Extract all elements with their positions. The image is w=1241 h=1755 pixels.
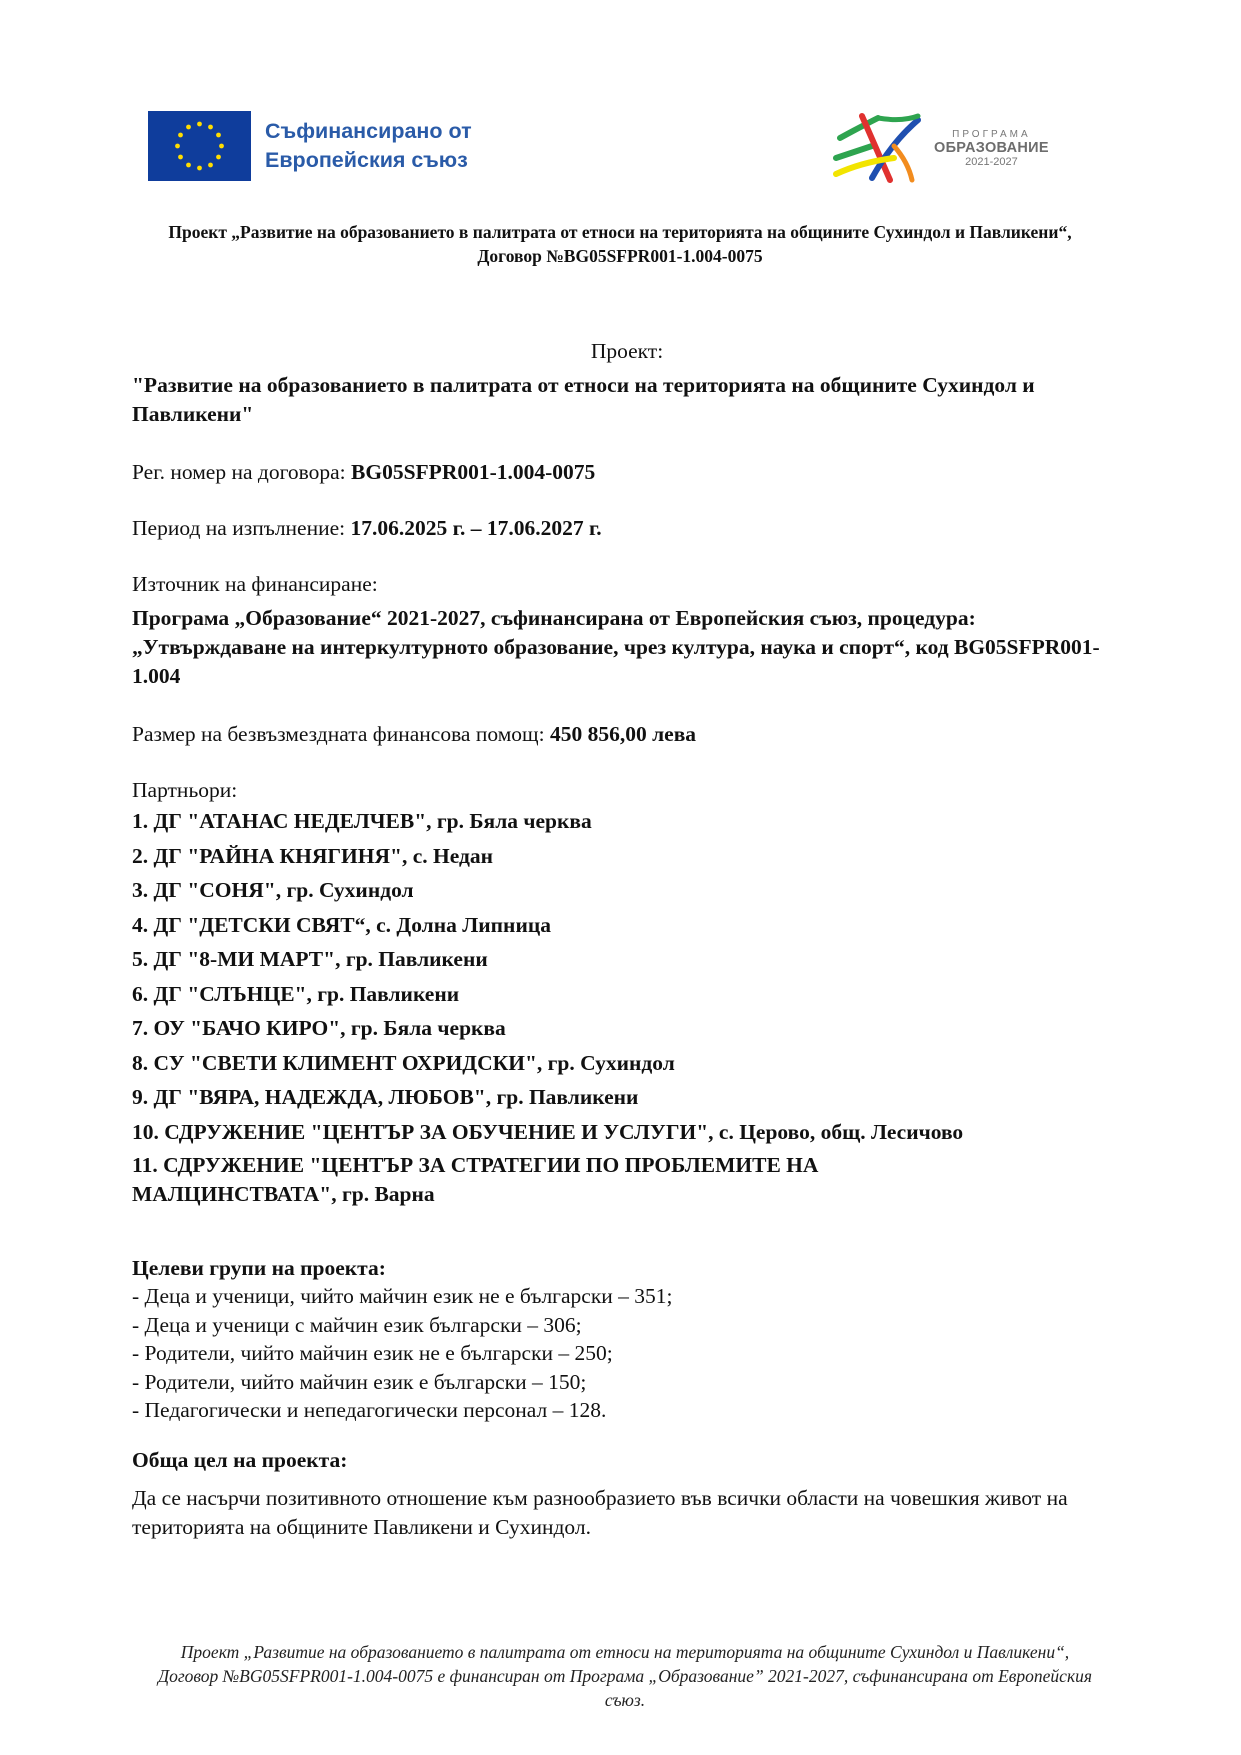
contract-number [132, 458, 1122, 487]
list-item: 4. ДГ "ДЕТСКИ СВЯТ“, с. Долна Липница [132, 912, 551, 937]
list-item: 3. ДГ "СОНЯ", гр. Сухиндол [132, 878, 414, 902]
list-item: 11. СДРУЖЕНИЕ "ЦЕНТЪР ЗА СТРАТЕГИИ ПО ПРОБЛЕМИТЕ НА МАЛЦИНСТВАТА", гр. Варна [132, 1153, 819, 1206]
partners-label: Партньори: [132, 778, 238, 802]
program-logo-small: ПРОГРАМА [952, 128, 1031, 140]
list-item: - Деца и ученици, чийто майчин език не е български – 351; [132, 1284, 673, 1308]
list-item: - Родители, чийто майчин език не е български – 250; [132, 1341, 613, 1365]
grant-amount-label: Размер на безвъзмездната финансова помощ: [132, 722, 550, 746]
grant-amount [132, 720, 1122, 749]
eu-logo-line1: Съфинансирано от [265, 119, 472, 143]
contract-number-label: Рег. номер на договора: [132, 460, 352, 484]
program-education-logo [832, 112, 1049, 184]
target-groups-label: Целеви групи на проекта: [132, 1256, 386, 1280]
execution-period-value: 17.06.2025 г. – 17.06.2027 г. [350, 516, 602, 540]
target-groups-list [132, 1282, 1122, 1425]
funding-source-value: Програма „Образование“ 2021-2027, съфинансирана от Европейския съюз, процедура: „Утвърждаване на интеркултурното образование, чрез култура, наука и спорт“, код BG05SFPR001-1.004 [132, 606, 1100, 688]
eu-logo-text [265, 117, 472, 175]
list-item: 2. ДГ "РАЙНА КНЯГИНЯ", с. Недан [132, 843, 494, 868]
footer-note: Проект „Развитие на образованието в палитрата от етноси на територията на общините Сухиндол и Павликени“, Договор №BG05SFPR001-1.004-0075 е финансиран от Програма „Образование” 2021-2027, съфинансирана от Европейския съюз. [157, 1642, 1093, 1710]
general-goal-label: Обща цел на проекта: [132, 1448, 348, 1472]
program-logo-years: 2021-2027 [965, 155, 1018, 168]
contract-number-value: BG05SFPR001-1.004-0075 [351, 460, 596, 484]
grant-amount-value: 450 856,00 лева [549, 722, 697, 746]
program-logo-name: ОБРАЗОВАНИЕ [934, 139, 1049, 156]
eu-flag-icon [148, 111, 251, 181]
list-item: 7. ОУ "БАЧО КИРО", гр. Бяла черква [132, 1016, 506, 1040]
funding-source-label: Източник на финансиране: [132, 572, 378, 596]
program-education-mark-icon [832, 112, 924, 184]
partners-list [132, 804, 1122, 1209]
list-item: 6. ДГ "СЛЪНЦЕ", гр. Павликени [132, 981, 460, 1006]
program-logo-text [934, 129, 1049, 168]
list-item: 8. СУ "СВЕТИ КЛИМЕНТ ОХРИДСКИ", гр. Сухиндол [132, 1050, 675, 1075]
project-label: Проект: [590, 339, 664, 363]
execution-period-label: Период на изпълнение: [132, 516, 351, 540]
execution-period [132, 514, 1122, 543]
eu-cofunded-logo [148, 111, 472, 181]
list-item: 1. ДГ "АТАНАС НЕДЕЛЧЕВ", гр. Бяла черква [132, 809, 592, 833]
general-goal-text: Да се насърчи позитивното отношение към разнообразието във всички области на човешкия живот на територията на общините Павликени и Сухиндол. [132, 1486, 1068, 1539]
eu-logo-line2: Европейския съюз [265, 148, 468, 172]
list-item: 10. СДРУЖЕНИЕ "ЦЕНТЪР ЗА ОБУЧЕНИЕ И УСЛУГИ", с. Церово, общ. Лесичово [132, 1119, 964, 1144]
list-item: 9. ДГ "ВЯРА, НАДЕЖДА, ЛЮБОВ", гр. Павликени [132, 1085, 639, 1109]
header-project-line: Проект „Развитие на образованието в палитрата от етноси на територията на общините Сухиндол и Павликени“, Договор №BG05SFPR001-1.004-0075 [168, 222, 1072, 266]
list-item: 5. ДГ "8-МИ МАРТ", гр. Павликени [132, 947, 488, 971]
list-item: - Деца и ученици с майчин език български – 306; [132, 1312, 582, 1337]
list-item: - Педагогически и непедагогически персонал – 128. [132, 1398, 607, 1422]
project-title: "Развитие на образованието в палитрата от етноси на територията на общините Сухиндол и Павликени" [132, 373, 1035, 426]
list-item: - Родители, чийто майчин език е български – 150; [132, 1369, 587, 1394]
